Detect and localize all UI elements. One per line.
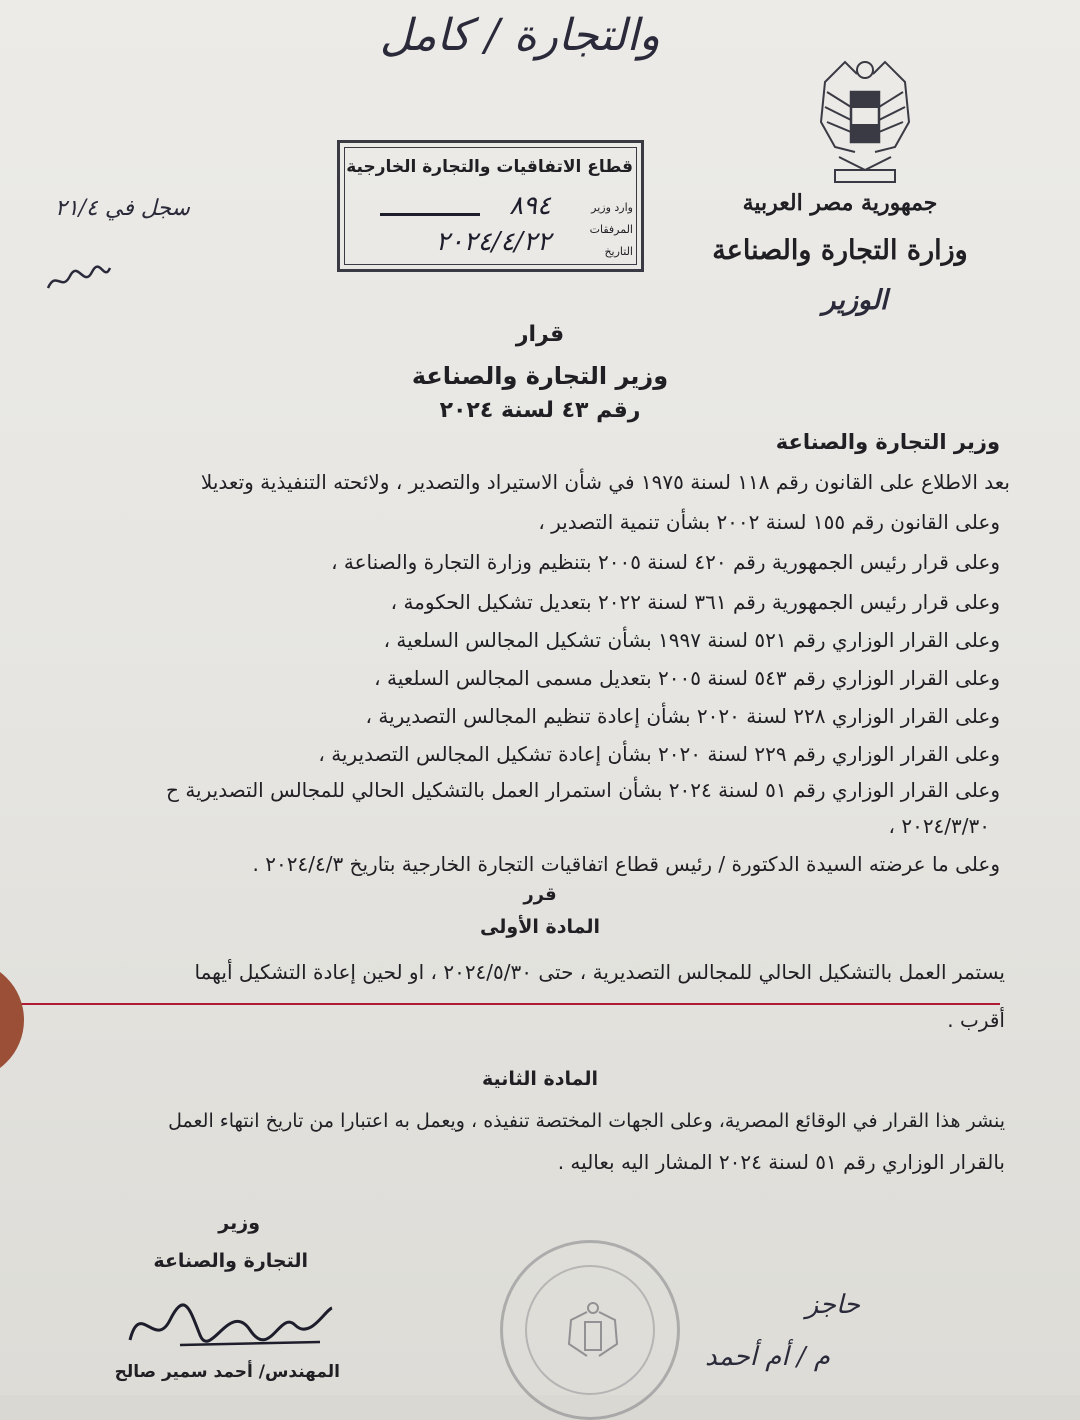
preamble-opener: وزير التجارة والصناعة — [775, 430, 1000, 454]
decision-heading: قرار — [515, 322, 565, 347]
office-title: الوزير — [822, 285, 888, 316]
article-2-line-2: بالقرار الوزاري رقم ٥١ لسنة ٢٠٢٤ المشار اليه بعاليه . — [557, 1150, 1005, 1174]
stamp-label-date: التاريخ — [604, 245, 633, 258]
article-2-line-1: ينشر هذا القرار في الوقائع المصرية، وعلى الجهات المختصة تنفيذه ، ويعمل به اعتبارا من تاريخ انتهاء العمل — [168, 1110, 1005, 1132]
article-1-title: المادة الأولى — [480, 916, 600, 938]
preamble-line-1: بعد الاطلاع على القانون رقم ١١٨ لسنة ١٩٧٥ في شأن الاستيراد والتصدير ، ولائحته التنفيذية وتعديلا — [200, 470, 1010, 494]
republic-name: جمهورية مصر العربية — [742, 190, 938, 216]
handwritten-note-top: والتجارة / كامل — [379, 10, 660, 61]
seal-eagle-icon — [565, 1298, 621, 1368]
preamble-line-10: ٢٠٢٤/٣/٣٠ ، — [888, 814, 990, 838]
handwritten-note-bottom-1: حاجز — [805, 1290, 860, 1320]
preamble-line-3: وعلى قرار رئيس الجمهورية رقم ٤٢٠ لسنة ٢٠٠٥ بتنظيم وزارة التجارة والصناعة ، — [331, 550, 1000, 574]
signature-title-line-1: وزير — [218, 1212, 260, 1234]
eagle-emblem-icon — [815, 52, 915, 187]
stamp-label-attachments: المرفقات — [589, 223, 633, 236]
stamp-title: قطاع الاتفاقيات والتجارة الخارجية — [346, 157, 633, 177]
initials-scribble — [44, 258, 114, 298]
preamble-line-4: وعلى قرار رئيس الجمهورية رقم ٣٦١ لسنة ٢٠٢٢ بتعديل تشكيل الحكومة ، — [390, 590, 1000, 614]
stamp-number: ٨٩٤ — [509, 191, 551, 221]
preamble-line-2: وعلى القانون رقم ١٥٥ لسنة ٢٠٠٢ بشأن تنمية التصدير ، — [538, 510, 1000, 534]
article-1-line-1: يستمر العمل بالتشكيل الحالي للمجالس التصديرية ، حتى ٢٠٢٤/٥/٣٠ ، او لحين إعادة التشكيل أيهما — [194, 960, 1005, 984]
ministry-seal — [500, 1240, 680, 1420]
preamble-line-7: وعلى القرار الوزاري ٢٢٨ لسنة ٢٠٢٠ بشأن إعادة تنظيم المجالس التصديرية ، — [365, 704, 1000, 728]
preamble-line-6: وعلى القرار الوزاري رقم ٥٤٣ لسنة ٢٠٠٥ بتعديل مسمى المجالس السلعية ، — [374, 666, 1000, 690]
preamble-line-5: وعلى القرار الوزاري رقم ٥٢١ لسنة ١٩٩٧ بشأن تشكيل المجالس السلعية ، — [383, 628, 1000, 652]
signatory-name: المهندس/ أحمد سمير صالح — [114, 1362, 340, 1382]
ministry-name: وزارة التجارة والصناعة — [712, 235, 968, 266]
preamble-line-8: وعلى القرار الوزاري رقم ٢٢٩ لسنة ٢٠٢٠ بشأن إعادة تشكيل المجالس التصديرية ، — [318, 742, 1000, 766]
handwritten-note-bottom-2: م / أم أحمد — [705, 1342, 830, 1372]
article-1-underline — [0, 1003, 1000, 1005]
stamp-label-incoming: وارد وزير — [591, 201, 633, 214]
preamble-line-11: وعلى ما عرضته السيدة الدكتورة / رئيس قطاع اتفاقيات التجارة الخارجية بتاريخ ٢٠٢٤/٤/٣ . — [252, 852, 1000, 876]
registration-note: سجل في ٢١/٤ — [54, 196, 190, 221]
signature-scribble — [120, 1290, 340, 1360]
article-2-title: المادة الثانية — [481, 1068, 599, 1090]
decision-number: رقم ٤٣ لسنة ٢٠٢٤ — [439, 398, 641, 423]
incoming-stamp — [337, 140, 644, 272]
decision-authority: وزير التجارة والصناعة — [411, 362, 669, 390]
signature-title-line-2: التجارة والصناعة — [153, 1250, 308, 1272]
stamp-date: ٢٠٢٤/٤/٢٢ — [435, 227, 551, 257]
resolution-word: قرر — [523, 884, 557, 905]
article-1-line-2: أقرب . — [947, 1008, 1005, 1032]
preamble-line-9: وعلى القرار الوزاري رقم ٥١ لسنة ٢٠٢٤ بشأن استمرار العمل بالتشكيل الحالي للمجالس التصديرية ح — [166, 778, 1000, 802]
